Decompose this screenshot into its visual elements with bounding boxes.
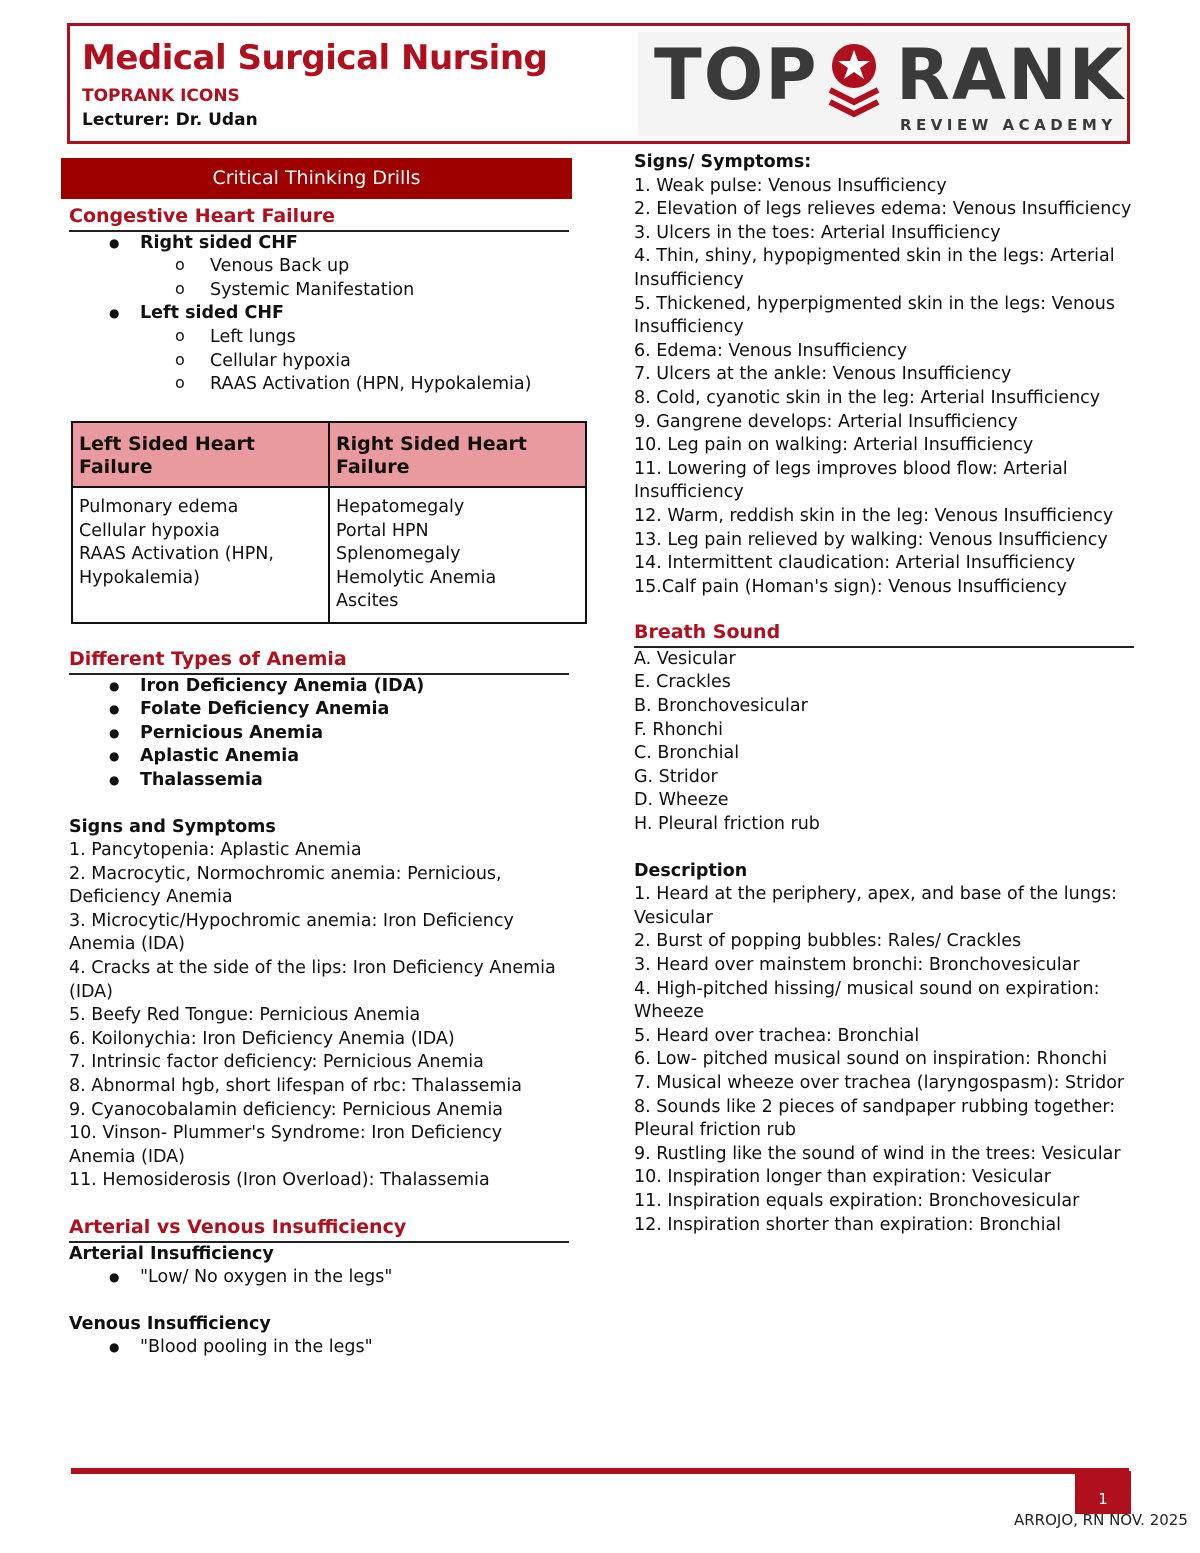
list-item: o Left lungs [69,326,569,350]
list-item: ● Folate Deficiency Anemia [69,698,569,722]
list-item: ● Iron Deficiency Anemia (IDA) [69,675,569,699]
list-item: 5. Heard over trachea: Bronchial [634,1025,920,1046]
list-item: 11. Lowering of legs improves blood flow: Arterial Insufficiency [634,458,1068,503]
left-column [69,158,569,1360]
list-item: 6. Koilonychia: Iron Deficiency Anemia (IDA) [69,1028,455,1049]
list-item: 11. Hemosiderosis (Iron Overload): Thalassemia [69,1170,490,1191]
list-item: 10. Inspiration longer than expiration: Vesicular [634,1167,1051,1188]
list-item: ● Thalassemia [69,769,569,793]
list-item: 12. Inspiration shorter than expiration: Bronchial [634,1214,1062,1235]
table-line: Pulmonary edema [79,496,239,517]
star-badge-icon [818,40,890,118]
list-item: 7. Intrinsic factor deficiency: Pernicious Anemia [69,1052,484,1073]
list-item: ● Pernicious Anemia [69,722,569,746]
heart-failure-table [71,421,587,624]
list-item: 1. Heard at the periphery, apex, and base of the lungs: Vesicular [634,884,1117,928]
list-item: C. Bronchial [634,743,740,764]
right-column [634,151,1134,1237]
list-item: 11. Inspiration equals expiration: Bronchovesicular [634,1190,1080,1211]
footer-author: ARROJO, RN NOV. 2025 [1014,1511,1188,1529]
list-item: A. Vesicular [634,648,736,669]
table-line: Ascites [336,591,399,612]
document-title: Medical Surgical Nursing [82,38,548,78]
section-banner: Critical Thinking Drills [61,158,572,199]
list-item: o Systemic Manifestation [69,279,569,303]
list-item: ● "Blood pooling in the legs" [69,1336,569,1360]
list-item: 8. Cold, cyanotic skin in the leg: Arterial Insufficiency [634,387,1101,408]
logo-top-text: TOP [654,34,819,116]
list-item: 4. Thin, shiny, hypopigmented skin in the legs: Arterial Insufficiency [634,246,1115,290]
anemia-ss-heading: Signs and Symptoms [69,816,276,837]
list-item: 9. Rustling like the sound of wind in the trees: Vesicular [634,1143,1121,1164]
signs-list [634,175,1134,600]
list-item: B. Bronchovesicular [634,696,808,717]
list-item: 7. Musical wheeze over trachea (laryngospasm): Stridor [634,1072,1125,1093]
table-line: Splenomegaly [336,544,461,565]
list-item: ● Aplastic Anemia [69,745,569,769]
table-line: Hemolytic Anemia [336,567,497,588]
list-item: 3. Ulcers in the toes: Arterial Insufficiency [634,222,1001,243]
list-item: D. Wheeze [634,790,729,811]
list-item: 8. Abnormal hgb, short lifespan of rbc: Thalassemia [69,1076,522,1097]
arterial-label: Arterial Insufficiency [69,1243,274,1264]
list-item: 3. Heard over mainstem bronchi: Bronchovesicular [634,955,1080,975]
toprank-logo [638,32,1125,136]
list-item: 1. Pancytopenia: Aplastic Anemia [69,840,362,861]
list-item: 10. Leg pain on walking: Arterial Insufficiency [634,435,1034,456]
list-item: G. Stridor [634,766,718,787]
table-header-left: Left Sided Heart Failure [72,422,329,487]
list-item: 2. Burst of popping bubbles: Rales/ Crackles [634,931,1022,952]
table-line: Portal HPN [336,520,429,541]
list-item: 6. Edema: Venous Insufficiency [634,340,908,361]
anemia-heading: Different Types of Anemia [69,648,569,675]
list-item: 3. Microcytic/Hypochromic anemia: Iron Deficiency Anemia (IDA) [69,910,514,955]
anemia-ss-list [69,839,569,1193]
list-item: ● Left sided CHF [69,302,569,326]
footer-rule [71,1468,1129,1474]
list-item: 1. Weak pulse: Venous Insufficiency [634,175,947,196]
list-item: 7. Ulcers at the ankle: Venous Insufficiency [634,364,1012,385]
list-item: F. Rhonchi [634,719,724,740]
list-item: 5. Beefy Red Tongue: Pernicious Anemia [69,1005,421,1026]
venous-label: Venous Insufficiency [69,1313,271,1334]
list-item: o Venous Back up [69,255,569,279]
list-item: ● "Low/ No oxygen in the legs" [69,1266,569,1290]
list-item: o Cellular hypoxia [69,350,569,374]
list-item: 8. Sounds like 2 pieces of sandpaper rubbing together: Pleural friction rub [634,1096,1116,1141]
list-item: 5. Thickened, hyperpigmented skin in the legs: Venous Insufficiency [634,293,1115,338]
lecturer: Lecturer: Dr. Udan [82,110,258,130]
table-line: Cellular hypoxia [79,520,220,541]
description-heading: Description [634,860,748,881]
table-header-right: Right Sided Heart Failure [329,422,586,487]
signs-heading: Signs/ Symptoms: [634,152,812,172]
list-item: ● Right sided CHF [69,232,569,256]
description-list [634,883,1134,1237]
list-item: 9. Gangrene develops: Arterial Insufficiency [634,411,1018,432]
table-cell-left [72,487,329,623]
insufficiency-heading: Arterial vs Venous Insufficiency [69,1216,569,1243]
chf-heading: Congestive Heart Failure [69,205,569,232]
page-header [67,23,1130,144]
list-item: 12. Warm, reddish skin in the leg: Venous Insufficiency [634,505,1114,526]
list-item: E. Crackles [634,672,731,693]
table-line: RAAS Activation (HPN, Hypokalemia) [79,544,274,588]
page-number: 1 [1075,1471,1131,1514]
document-subtitle: TOPRANK ICONS [82,86,240,106]
list-item: 4. High-pitched hissing/ musical sound on expiration: Wheeze [634,978,1100,1023]
list-item: 10. Vinson- Plummer's Syndrome: Iron Deficiency Anemia (IDA) [69,1123,503,1167]
table-line: Hepatomegaly [336,496,465,517]
list-item: 6. Low- pitched musical sound on inspiration: Rhonchi [634,1049,1108,1070]
list-item: 15.Calf pain (Homan's sign): Venous Insufficiency [634,576,1067,597]
list-item: 2. Elevation of legs relieves edema: Venous Insufficiency [634,199,1132,220]
list-item: 4. Cracks at the side of the lips: Iron Deficiency Anemia (IDA) [69,958,556,1002]
list-item: H. Pleural friction rub [634,814,820,835]
list-item: 14. Intermittent claudication: Arterial Insufficiency [634,553,1076,574]
table-cell-right [329,487,586,623]
list-item: 13. Leg pain relieved by walking: Venous Insufficiency [634,529,1108,550]
list-item: o RAAS Activation (HPN, Hypokalemia) [69,373,569,397]
logo-rank-text: RANK [896,34,1125,116]
breath-list [634,648,1134,837]
logo-subtitle: REVIEW ACADEMY [900,116,1117,134]
list-item: 9. Cyanocobalamin deficiency: Pernicious Anemia [69,1099,504,1120]
list-item: 2. Macrocytic, Normochromic anemia: Pernicious, Deficiency Anemia [69,863,502,908]
breath-heading: Breath Sound [634,621,1134,648]
